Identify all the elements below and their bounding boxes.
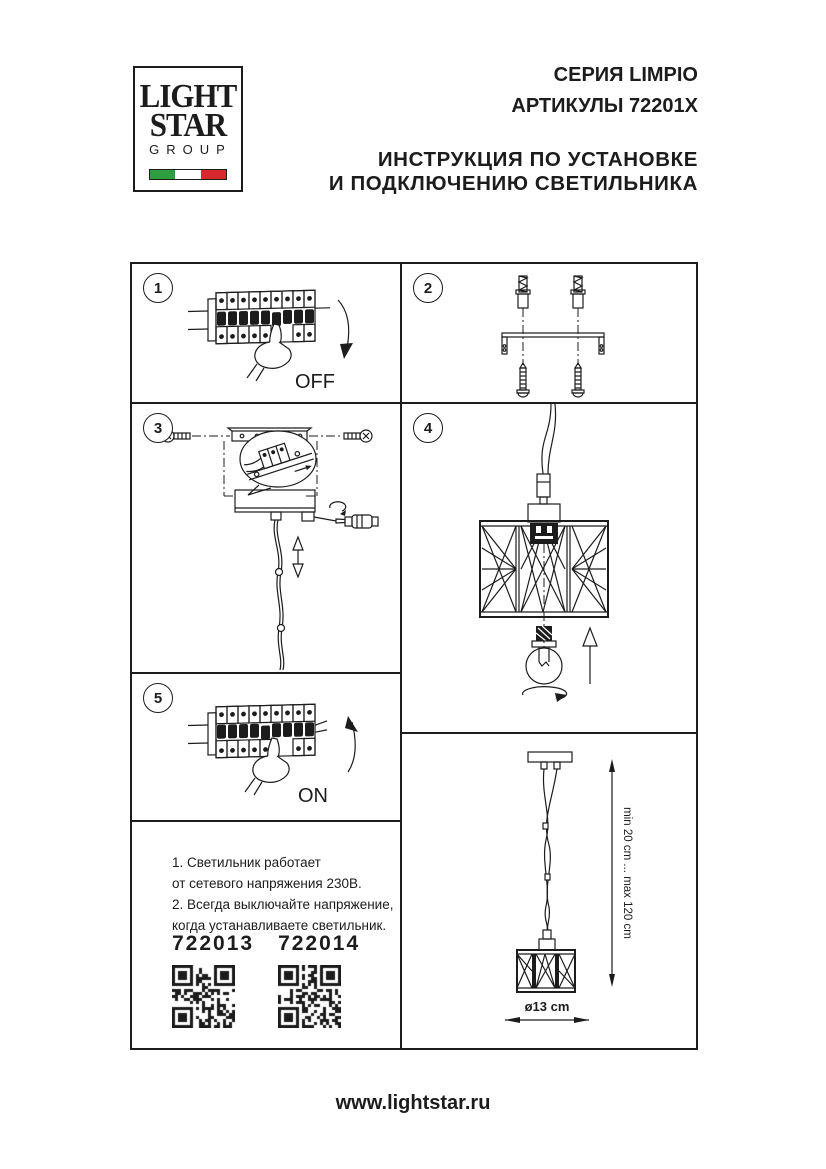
logo-word-light: LIGHT — [139, 76, 237, 115]
step-3-badge: 3 — [143, 413, 173, 443]
pendant-dimensions-diagram — [402, 734, 696, 1048]
off-arrow-icon — [338, 300, 353, 359]
step-1-badge: 1 — [143, 273, 173, 303]
article-number: 722013 — [172, 932, 255, 955]
suspension-cable — [274, 520, 284, 670]
flag-white-segment — [175, 170, 200, 179]
screw-left — [517, 363, 529, 397]
step-4-badge: 4 — [413, 413, 443, 443]
diameter-label: ø13 cm — [524, 999, 570, 1014]
height-dimension — [609, 759, 633, 987]
height-range-label: min 20 cm ... max 120 cm — [621, 807, 633, 939]
article-number: 722014 — [278, 932, 361, 955]
lightstar-logo — [133, 66, 243, 192]
step-4-panel — [400, 402, 698, 734]
pointing-hand-icon — [245, 738, 289, 795]
wall-plug-right — [571, 276, 585, 308]
logo-word-group: GROUP — [149, 142, 232, 158]
up-arrow-icon — [583, 628, 597, 684]
page-title: ИНСТРУКЦИЯ ПО УСТАНОВКЕ И ПОДКЛЮЧЕНИЮ СВЕТИЛЬНИКА — [328, 148, 698, 195]
safety-notes — [172, 852, 393, 936]
breaker-toggles-on — [217, 722, 314, 741]
wall-plug-left — [516, 276, 530, 308]
flag-green-segment — [150, 170, 175, 179]
step-5-badge: 5 — [143, 683, 173, 713]
qr-code-icon — [172, 965, 235, 1028]
note-line: от сетевого напряжения 230В. — [172, 876, 362, 891]
canopy-mounting-diagram — [132, 404, 400, 672]
on-label: ON — [298, 785, 328, 807]
pointing-hand-icon — [247, 324, 291, 381]
ceiling-canopy — [235, 490, 315, 521]
lamp-socket — [530, 523, 558, 544]
step-2-panel — [400, 262, 698, 404]
article-722014 — [278, 932, 360, 1028]
cord-grip — [539, 930, 555, 950]
article-codes — [172, 932, 360, 1028]
breaker-bottom-row — [216, 324, 315, 344]
step-2-badge: 2 — [413, 273, 443, 303]
step-5-panel — [130, 672, 402, 822]
notes-panel — [130, 820, 402, 1050]
side-screw-right — [344, 430, 372, 442]
note-line: когда устанавливаете светильник. — [172, 918, 387, 933]
article-722013 — [172, 932, 254, 1028]
bulb-installation-diagram — [402, 404, 696, 732]
terminal-block-zoom-bubble — [240, 431, 316, 495]
crystal-shade — [517, 950, 575, 992]
flag-red-segment — [201, 170, 226, 179]
ceiling-canopy — [528, 752, 572, 769]
breaker-top-row — [216, 290, 315, 310]
article-series: АРТИКУЛЫ 72201X — [511, 95, 698, 117]
website-url: www.lightstar.ru — [335, 1092, 491, 1114]
diameter-dimension — [505, 999, 589, 1023]
light-bulb-icon — [526, 626, 562, 684]
qr-code-icon — [278, 965, 341, 1028]
rotate-arrow-icon — [523, 687, 567, 702]
suspension-cable — [543, 769, 557, 930]
note-line: 2. Всегда выключайте напряжение, — [172, 897, 394, 912]
cord-grip — [528, 474, 560, 522]
facet-pattern-left — [482, 526, 516, 612]
pendant-cord — [542, 404, 556, 474]
breaker-bottom-row — [216, 738, 315, 758]
screw-right — [572, 363, 584, 397]
step-3-panel — [130, 402, 402, 674]
dimensions-panel — [400, 732, 698, 1050]
italian-flag-icon — [149, 169, 227, 180]
facet-pattern-right — [572, 526, 606, 612]
note-line: 1. Светильник работает — [172, 855, 321, 870]
screwdriver-icon — [314, 502, 378, 528]
step-1-panel — [130, 262, 402, 404]
height-adjust-arrow-icon — [293, 537, 303, 577]
wall-anchor-bracket-diagram — [402, 264, 696, 402]
mounting-bracket — [502, 333, 604, 354]
series-name: СЕРИЯ LIMPIO — [553, 64, 698, 86]
breaker-top-row — [216, 704, 315, 724]
logo-word-star: STAR — [149, 105, 227, 143]
on-arrow-icon — [345, 716, 358, 772]
off-label: OFF — [295, 371, 335, 393]
header-text — [268, 60, 698, 196]
